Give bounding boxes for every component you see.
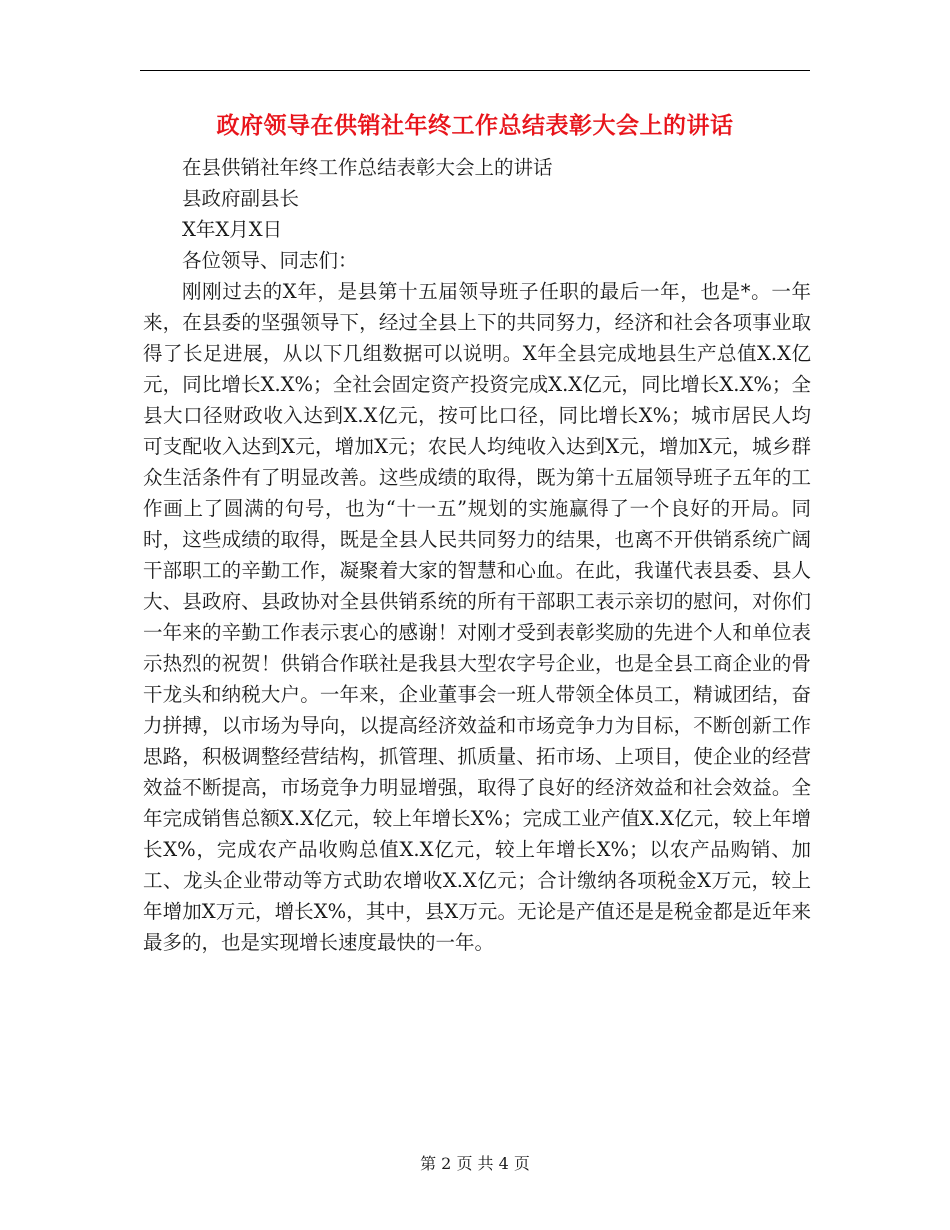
page-footer: [0, 1153, 950, 1175]
page-number: 第 2 页 共 4 页: [420, 1154, 530, 1173]
header-rule: [140, 70, 810, 71]
date-line: X年X月X日: [182, 218, 283, 241]
document-title: 政府领导在供销社年终工作总结表彰大会上的讲话: [216, 113, 734, 139]
speaker-line: 县政府副县长: [182, 187, 300, 210]
salutation-line: 各位领导、同志们：: [182, 249, 358, 272]
document-body: [143, 152, 811, 958]
body-paragraph: 刚刚过去的X年，是县第十五届领导班子任职的最后一年，也是*。一年来，在县委的坚强领导下，经过全县上下的共同努力，经济和社会各项事业取得了长足进展，从以下几组数据可以说明。X年全县完成地县生产总值X.X亿元，同比增长X.X%；全社会固定资产投资完成X.X亿元，同比增长X.X%；全县大口径财政收入达到X.X亿元，按可比口径，同比增长X%；城市居民人均可支配收入达到X元，增加X元；农民人均纯收入达到X元，增加X元，城乡群众生活条件有了明显改善。这些成绩的取得，既为第十五届领导班子五年的工作画上了圆满的句号，也为“十一五”规划的实施赢得了一个良好的开局。同时，这些成绩的取得，既是全县人民共同努力的结果，也离不开供销系统广阔干部职工的辛勤工作，凝聚着大家的智慧和心血。在此，我谨代表县委、县人大、县政府、县政协对全县供销系统的所有干部职工表示亲切的慰问，对你们一年来的辛勤工作表示衷心的感谢！对刚才受到表彰奖励的先进个人和单位表示热烈的祝贺！供销合作联社是我县大型农字号企业，也是全县工商企业的骨干龙头和纳税大户。一年来，企业董事会一班人带领全体员工，精诚团结，奋力拼搏，以市场为导向，以提高经济效益和市场竞争力为目标，不断创新工作思路，积极调整经营结构，抓管理、抓质量、拓市场、上项目，使企业的经营效益不断提高，市场竞争力明显增强，取得了良好的经济效益和社会效益。全年完成销售总额X.X亿元，较上年增长X%；完成工业产值X.X亿元，较上年增长X%，完成农产品收购总值X.X亿元，较上年增长X%；以农产品购销、加工、龙头企业带动等方式助农增收X.X亿元；合计缴纳各项税金X万元，较上年增加X万元，增长X%，其中，县X万元。无论是产值还是是税金都是近年来最多的，也是实现增长速度最快的一年。: [143, 280, 811, 954]
subtitle-line: 在县供销社年终工作总结表彰大会上的讲话: [182, 156, 553, 179]
